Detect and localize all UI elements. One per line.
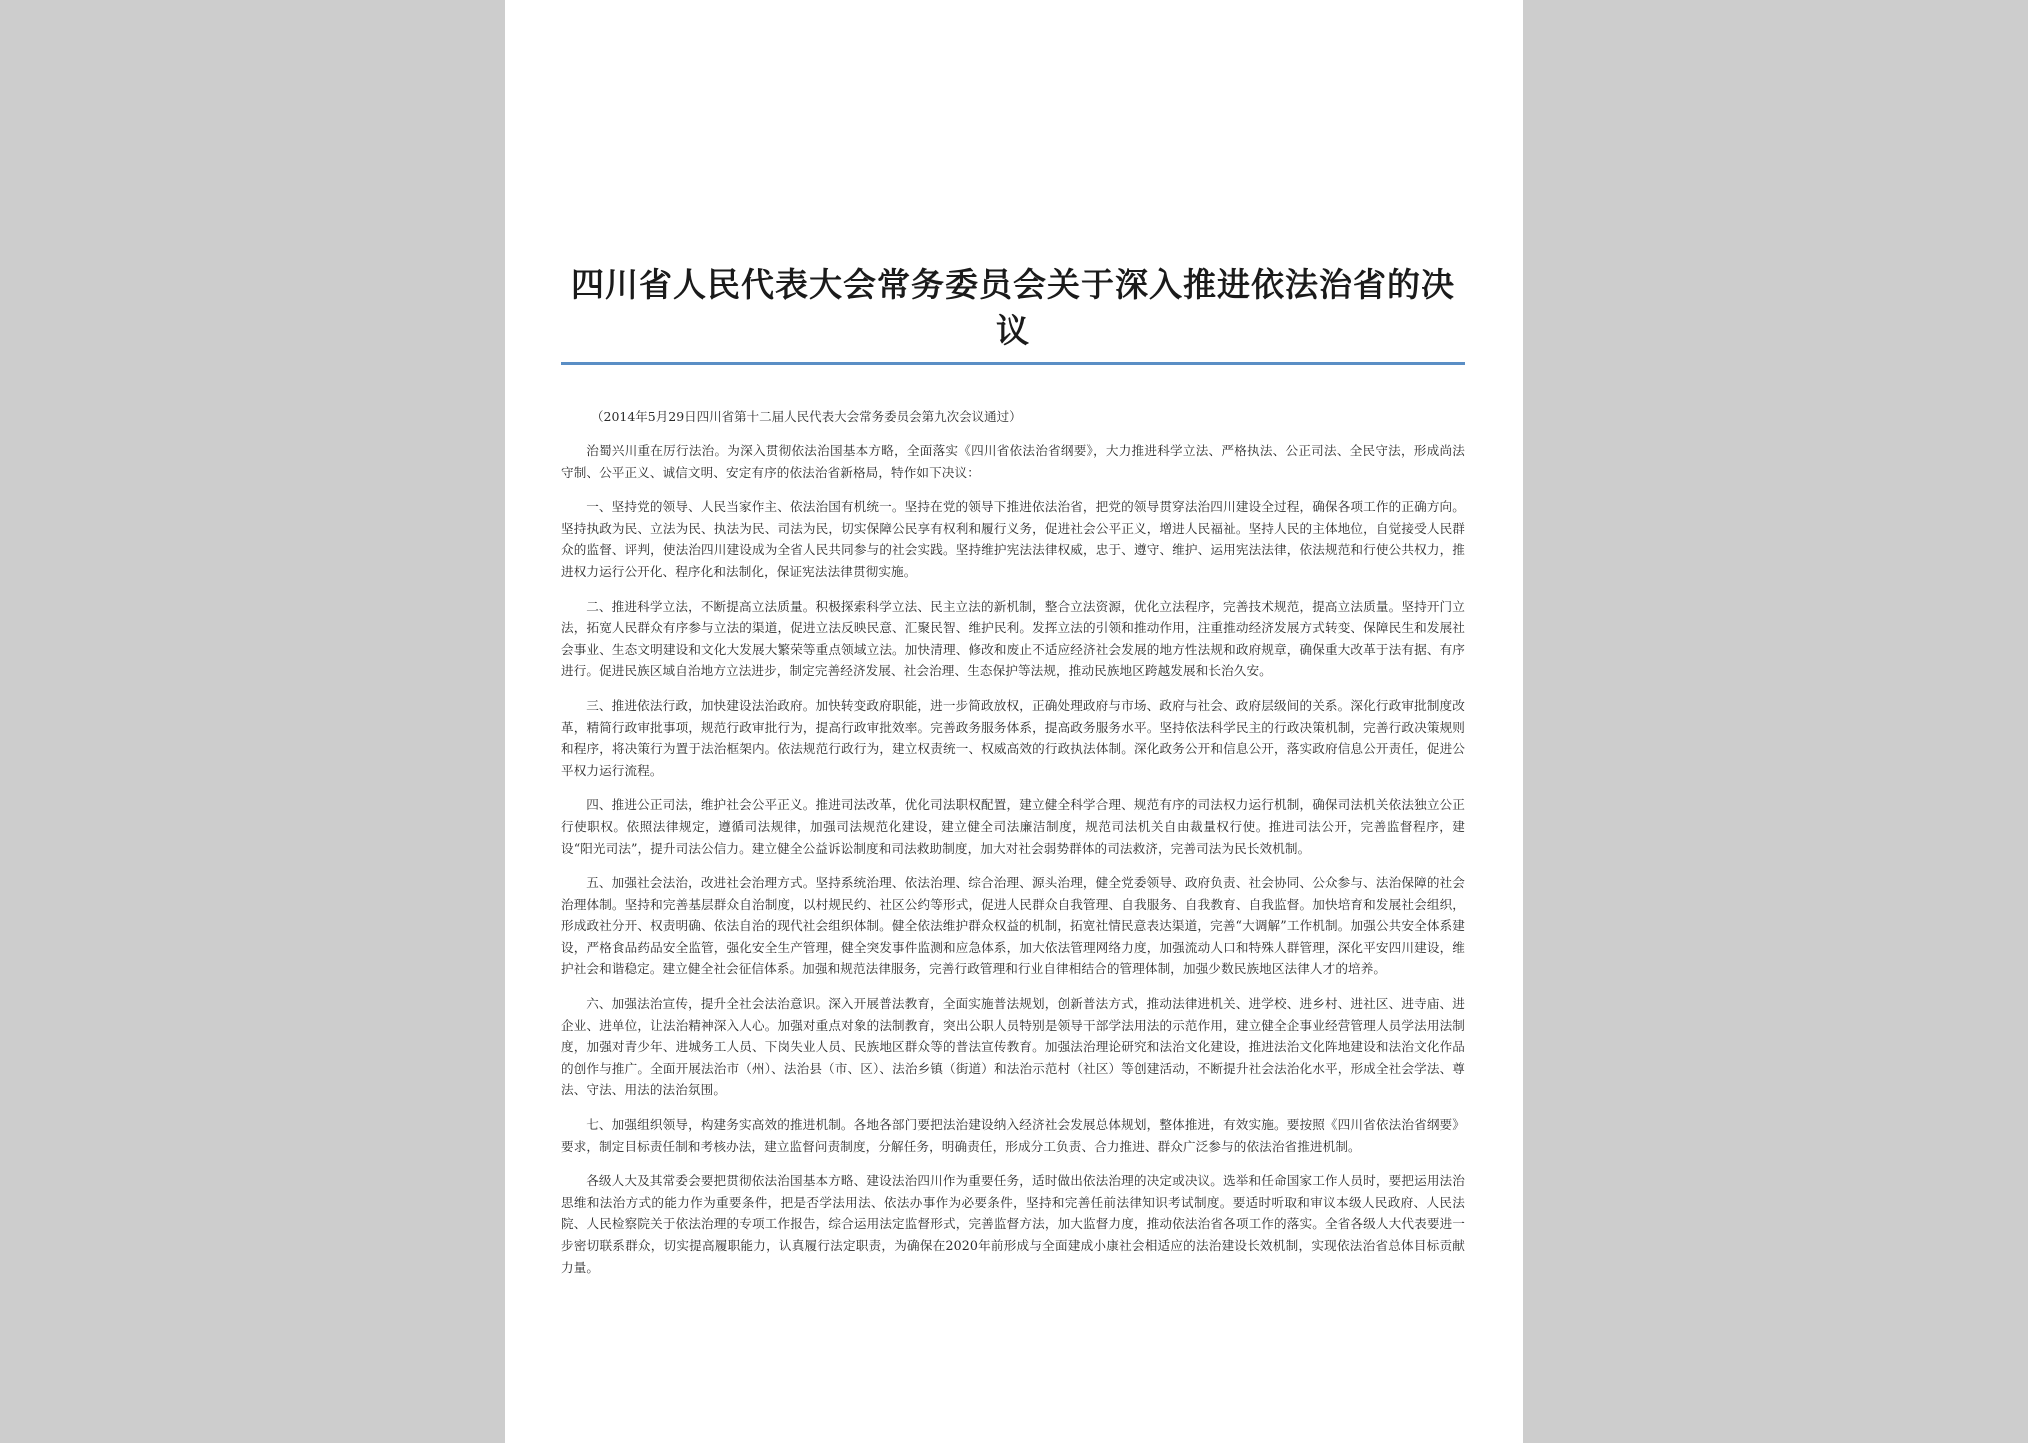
paragraph-1: 一、坚持党的领导、人民当家作主、依法治国有机统一。坚持在党的领导下推进依法治省，把党的领导贯穿法治四川建设全过程，确保各项工作的正确方向。坚持执政为民、立法为民、执法为民、司法为民，切实保障公民享有权利和履行义务，促进社会公平正义，增进人民福祉。坚持人民的主体地位，自觉接受人民群众的监督、评判，使法治四川建设成为全省人民共同参与的社会实践。坚持维护宪法法律权威，忠于、遵守、维护、运用宪法法律，依法规范和行使公共权力，推进权力运行公开化、程序化和法制化，保证宪法法律贯彻实施。 (561, 499, 1465, 579)
document-body (561, 440, 1465, 1278)
paragraph-5: 五、加强社会法治，改进社会治理方式。坚持系统治理、依法治理、综合治理、源头治理，健全党委领导、政府负责、社会协同、公众参与、法治保障的社会治理体制。坚持和完善基层群众自治制度，以村规民约、社区公约等形式，促进人民群众自我管理、自我服务、自我教育、自我监督。加快培育和发展社会组织，形成政社分开、权责明确、依法自治的现代社会组织体制。健全依法维护群众权益的机制，拓宽社情民意表达渠道，完善“大调解”工作机制。加强公共安全体系建设，严格食品药品安全监管，强化安全生产管理，健全突发事件监测和应急体系，加大依法管理网络力度，加强流动人口和特殊人群管理，深化平安四川建设，维护社会和谐稳定。建立健全社会征信体系。加强和规范法律服务，完善行政管理和行业自律相结合的管理体制，加强少数民族地区法律人才的培养。 (561, 875, 1465, 977)
title-divider (561, 362, 1465, 365)
paragraph-3: 三、推进依法行政，加快建设法治政府。加快转变政府职能，进一步简政放权，正确处理政府与市场、政府与社会、政府层级间的关系。深化行政审批制度改革，精简行政审批事项，规范行政审批行为，提高行政审批效率。完善政务服务体系，提高政务服务水平。坚持依法科学民主的行政决策机制，完善行政决策规则和程序，将决策行为置于法治框架内。依法规范行政行为，建立权责统一、权威高效的行政执法体制。深化政务公开和信息公开，落实政府信息公开责任，促进公平权力运行流程。 (561, 697, 1465, 778)
document-page (505, 0, 1523, 1443)
paragraph-preamble: 治蜀兴川重在厉行法治。为深入贯彻依法治国基本方略，全面落实《四川省依法治省纲要》，大力推进科学立法、严格执法、公正司法、全民守法，形成尚法守制、公平正义、诚信文明、安定有序的依法治省新格局，特作如下决议： (561, 443, 1465, 480)
paragraph-closing: 各级人大及其常委会要把贯彻依法治国基本方略、建设法治四川作为重要任务，适时做出依法治理的决定或决议。选举和任命国家工作人员时，要把运用法治思维和法治方式的能力作为重要条件，把是否学法用法、依法办事作为必要条件，坚持和完善任前法律知识考试制度。要适时听取和审议本级人民政府、人民法院、人民检察院关于依法治理的专项工作报告，综合运用法定监督形式，完善监督方法，加大监督力度，推动依法治省各项工作的落实。全省各级人大代表要进一步密切联系群众，切实提高履职能力，认真履行法定职责，为确保在2020年前形成与全面建成小康社会相适应的法治建设长效机制，实现依法治省总体目标贡献力量。 (561, 1173, 1465, 1275)
paragraph-7: 七、加强组织领导，构建务实高效的推进机制。各地各部门要把法治建设纳入经济社会发展总体规划，整体推进，有效实施。要按照《四川省依法治省纲要》要求，制定目标责任制和考核办法，建立监督问责制度，分解任务，明确责任，形成分工负责、合力推进、群众广泛参与的依法治省推进机制。 (561, 1117, 1465, 1154)
document-title: 四川省人民代表大会常务委员会关于深入推进依法治省的决议 (571, 265, 1455, 350)
page-content (561, 0, 1465, 1291)
paragraph-4: 四、推进公正司法，维护社会公平正义。推进司法改革，优化司法职权配置，建立健全科学合理、规范有序的司法权力运行机制，确保司法机关依法独立公正行使职权。依照法律规定，遵循司法规律，加强司法规范化建设，建立健全司法廉洁制度，规范司法机关自由裁量权行使。推进司法公开，完善监督程序，建设“阳光司法”，提升司法公信力。建立健全公益诉讼制度和司法救助制度，加大对社会弱势群体的司法救济，完善司法为民长效机制。 (561, 797, 1465, 856)
paragraph-2: 二、推进科学立法，不断提高立法质量。积极探索科学立法、民主立法的新机制，整合立法资源，优化立法程序，完善技术规范，提高立法质量。坚持开门立法，拓宽人民群众有序参与立法的渠道，促进立法反映民意、汇聚民智、维护民利。发挥立法的引领和推动作用，注重推动经济发展方式转变、保障民生和发展社会事业、生态文明建设和文化大发展大繁荣等重点领域立法。加快清理、修改和废止不适应经济社会发展的地方性法规和政府规章，确保重大改革于法有据、有序进行。促进民族区域自治地方立法进步，制定完善经济发展、社会治理、生态保护等法规，推动民族地区跨越发展和长治久安。 (561, 598, 1465, 679)
adoption-note: （2014年5月29日四川省第十二届人民代表大会常务委员会第九次会议通过） (591, 409, 1022, 424)
paragraph-6: 六、加强法治宣传，提升全社会法治意识。深入开展普法教育，全面实施普法规划，创新普法方式，推动法律进机关、进学校、进乡村、进社区、进寺庙、进企业、进单位，让法治精神深入人心。加强对重点对象的法制教育，突出公职人员特别是领导干部学法用法的示范作用，建立健全企事业经营管理人员学法用法制度，加强对青少年、进城务工人员、下岗失业人员、民族地区群众等的普法宣传教育。加强法治理论研究和法治文化建设，推进法治文化阵地建设和法治文化作品的创作与推广。全面开展法治市（州）、法治县（市、区）、法治乡镇（街道）和法治示范村（社区）等创建活动，不断提升社会法治化水平，形成全社会学法、尊法、守法、用法的法治氛围。 (561, 996, 1465, 1098)
